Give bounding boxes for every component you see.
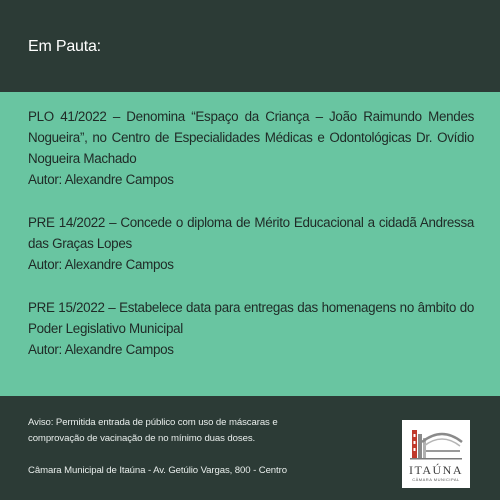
agenda-item-description: PRE 14/2022 – Concede o diploma de Mérito Educacional a cidadã Andressa das Graças Lopes [28, 215, 474, 251]
agenda-item [28, 212, 474, 275]
logo-name: ITAÚNA [408, 463, 464, 477]
agenda-item-author: Autor: Alexandre Campos [28, 342, 174, 357]
notice-text [28, 415, 328, 447]
header-band [0, 0, 500, 92]
agenda-item-author: Autor: Alexandre Campos [28, 172, 174, 187]
notice-line: Aviso: Permitida entrada de público com uso de máscaras e [28, 417, 278, 428]
page-title: Em Pauta: [28, 38, 101, 55]
address-text: Câmara Municipal de Itaúna - Av. Getúlio Vargas, 800 - Centro [28, 465, 287, 476]
footer-band [0, 396, 500, 500]
agenda-item [28, 106, 474, 190]
agenda-panel [0, 92, 500, 396]
agenda-item-description: PRE 15/2022 – Estabelece data para entregas das homenagens no âmbito do Poder Legislativo Municipal [28, 300, 474, 336]
agenda-item-description: PLO 41/2022 – Denomina “Espaço da Criança – João Raimundo Mendes Nogueira”, no Centro de Especialidades Médicas e Odontológicas Dr. Ovídio Nogueira Machado [28, 109, 474, 166]
logo-subtitle: CÂMARA MUNICIPAL [412, 477, 460, 482]
logo [402, 420, 470, 488]
agenda-item-author: Autor: Alexandre Campos [28, 257, 174, 272]
agenda-item [28, 297, 474, 360]
notice-line: comprovação de vacinação de no mínimo duas doses. [28, 433, 256, 444]
